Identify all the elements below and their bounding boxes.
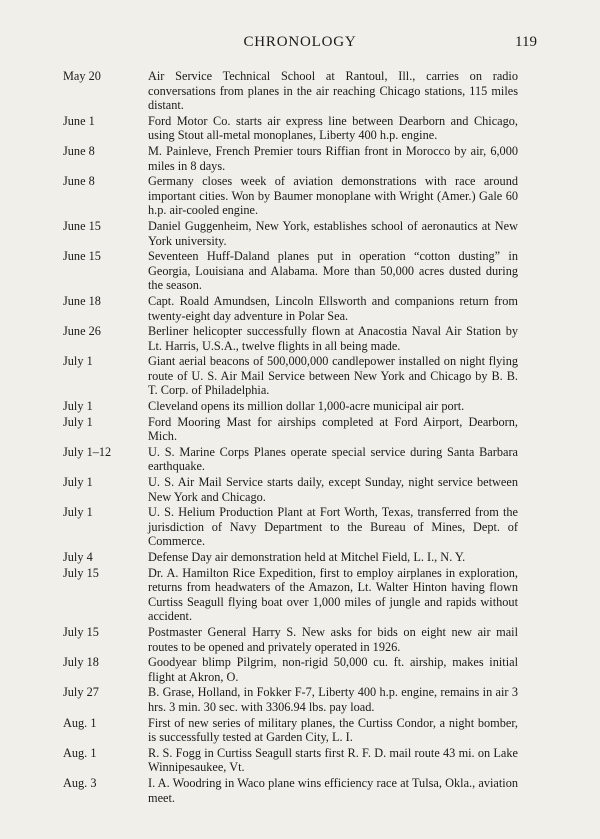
entry-text: Ford Motor Co. starts air express line between Dearborn and Chicago, using Stout all-metal monoplanes, Liberty 400 h.p. engine. [148, 113, 518, 143]
entry-text: R. S. Fogg in Curtiss Seagull starts first R. F. D. mail route 43 mi. on Lake Winnipesaukee, Vt. [148, 745, 518, 775]
entry-date: July 15 [63, 624, 99, 639]
entry-date: Aug. 3 [63, 775, 97, 790]
chronology-entry [0, 399, 600, 414]
entry-date: June 18 [63, 293, 101, 308]
chronology-entry [0, 219, 600, 248]
chronology-entry [0, 625, 600, 654]
entry-date: July 1 [63, 475, 93, 490]
entry-text: Seventeen Huff-Daland planes put in operation “cotton dusting” in Georgia, Louisiana and Alabama. More than 50,000 acres dusted during the season. [148, 249, 518, 293]
chronology-entry [0, 550, 600, 565]
entry-date: June 15 [63, 218, 101, 233]
chronology-entry [0, 294, 600, 323]
entry-date: July 4 [63, 550, 93, 564]
entry-text: Dr. A. Hamilton Rice Expedition, first to employ airplanes in exploration, returns from headwaters of the Amazon, Lt. Walter Hinton having flown Curtiss Seagull flying boat over 1,000 miles of jungle and rapids without accident. [148, 565, 518, 624]
entry-date: July 18 [63, 655, 99, 670]
entry-text: Ford Mooring Mast for airships completed at Ford Airport, Dearborn, Mich. [148, 414, 518, 444]
chronology-entry [0, 354, 600, 398]
entry-date: July 1 [63, 399, 93, 414]
chronology-entry [0, 776, 600, 805]
chronology-entry [0, 746, 600, 775]
entry-date: June 26 [63, 324, 101, 339]
chronology-list [0, 69, 600, 806]
entry-date: June 8 [63, 143, 95, 158]
chronology-entry [0, 445, 600, 474]
entry-text: Air Service Technical School at Rantoul, Ill., carries on radio conversations from planes in the air reaching Chicago stations, 115 miles distant. [148, 69, 518, 113]
chronology-entry [0, 324, 600, 353]
chronology-entry [0, 505, 600, 549]
entry-date: July 1 [63, 414, 93, 429]
chronology-entry [0, 475, 600, 504]
chronology-entry [0, 69, 600, 113]
chronology-entry [0, 415, 600, 444]
chronology-entry [0, 655, 600, 684]
entry-text: Berliner helicopter successfully flown at Anacostia Naval Air Station by Lt. Harris, U.S.A., twelve flights in all being made. [148, 324, 518, 353]
entry-text: Defense Day air demonstration held at Mitchel Field, L. I., N. Y. [148, 550, 466, 564]
running-head-title: CHRONOLOGY [243, 34, 357, 50]
entry-text: Capt. Roald Amundsen, Lincoln Ellsworth and companions return from twenty-eight day adventure in Polar Sea. [148, 293, 518, 323]
entry-date: July 27 [63, 685, 99, 700]
chronology-entry [0, 114, 600, 143]
entry-text: Cleveland opens its million dollar 1,000-acre municipal air port. [148, 399, 465, 414]
entry-date: June 1 [63, 113, 95, 128]
entry-text: I. A. Woodring in Waco plane wins efficiency race at Tulsa, Okla., aviation meet. [148, 775, 518, 805]
entry-date: July 1 [63, 354, 93, 369]
entry-text: Postmaster General Harry S. New asks for bids on eight new air mail routes to be opened and privately operated in 1926. [148, 624, 518, 654]
entry-date: June 15 [63, 249, 101, 264]
chronology-entry [0, 685, 600, 714]
entry-date: Aug. 1 [63, 715, 97, 730]
entry-text: M. Painleve, French Premier tours Riffian front in Morocco by air, 6,000 miles in 8 days. [148, 143, 518, 173]
page-number: 119 [515, 34, 537, 50]
entry-date: July 15 [63, 565, 99, 580]
entry-date: July 1–12 [63, 444, 112, 459]
entry-text: B. Grase, Holland, in Fokker F-7, Liberty 400 h.p. engine, remains in air 3 hrs. 3 min. 30 sec. with 3306.94 lbs. pay load. [148, 685, 518, 714]
chronology-entry [0, 716, 600, 745]
entry-text: First of new series of military planes, the Curtiss Condor, a night bomber, is successfully tested at Garden City, L. I. [148, 715, 518, 745]
chronology-entry [0, 566, 600, 624]
entry-text: U. S. Air Mail Service starts daily, except Sunday, night service between New York and Chicago. [148, 475, 518, 504]
entry-date: May 20 [63, 69, 101, 83]
entry-date: Aug. 1 [63, 745, 97, 760]
entry-text: Germany closes week of aviation demonstrations with race around important cities. Won by Baumer monoplane with Wright (Amer.) Gale 60 h.p. air-cooled engine. [148, 174, 518, 218]
entry-text: U. S. Helium Production Plant at Fort Worth, Texas, transferred from the jurisdiction of Navy Department to the Bureau of Mines, Dept. of Commerce. [148, 505, 518, 549]
entry-text: Daniel Guggenheim, New York, establishes school of aeronautics at New York university. [148, 218, 518, 248]
chronology-entry [0, 144, 600, 173]
entry-text: U. S. Marine Corps Planes operate special service during Santa Barbara earthquake. [148, 444, 518, 474]
chronology-entry [0, 249, 600, 293]
entry-date: June 8 [63, 174, 95, 189]
entry-text: Giant aerial beacons of 500,000,000 candlepower installed on night flying route of U. S. Air Mail Service between New York and Chicago by B. B. T. Corp. of Philadelphia. [148, 354, 518, 398]
chronology-entry [0, 174, 600, 218]
entry-text: Goodyear blimp Pilgrim, non-rigid 50,000 cu. ft. airship, makes initial flight at Akron, O. [148, 655, 518, 684]
entry-date: July 1 [63, 505, 93, 520]
